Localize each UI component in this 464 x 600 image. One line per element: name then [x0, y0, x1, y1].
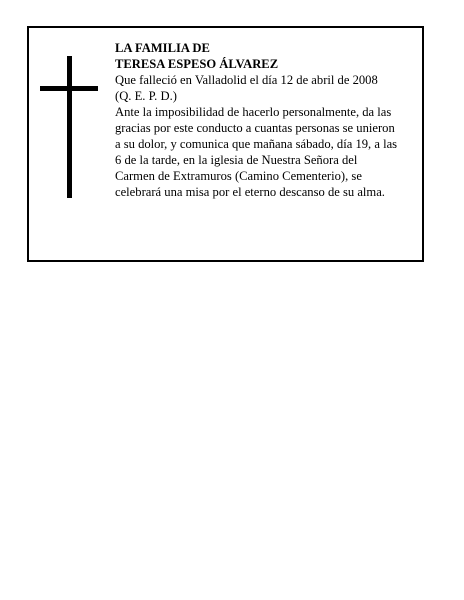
body-line: Carmen de Extramuros (Camino Cementerio), se	[115, 169, 362, 183]
heading-deceased-name: TERESA ESPESO ÁLVAREZ	[115, 57, 279, 71]
body-line: a su dolor, y comunica que mañana sábado, día 19, a las	[115, 137, 398, 151]
body-line: celebrará una misa por el eterno descanso de su alma.	[115, 185, 385, 199]
death-announcement: Que falleció en Valladolid el día 12 de abril de 2008	[115, 73, 378, 87]
body-line: gracias por este conducto a cuantas personas se unieron	[115, 121, 395, 135]
cross-icon	[40, 56, 98, 198]
body-line: 6 de la tarde, en la iglesia de Nuestra Señora del	[115, 153, 358, 167]
obituary-notice	[27, 26, 424, 262]
heading-family: LA FAMILIA DE	[115, 41, 210, 55]
notice-body	[115, 104, 421, 200]
cross-horizontal-bar	[40, 86, 98, 91]
qepd-text: (Q. E. P. D.)	[115, 89, 177, 103]
notice-text	[115, 40, 421, 200]
body-line: Ante la imposibilidad de hacerlo personalmente, da las	[115, 105, 392, 119]
cross-vertical-bar	[67, 56, 72, 198]
